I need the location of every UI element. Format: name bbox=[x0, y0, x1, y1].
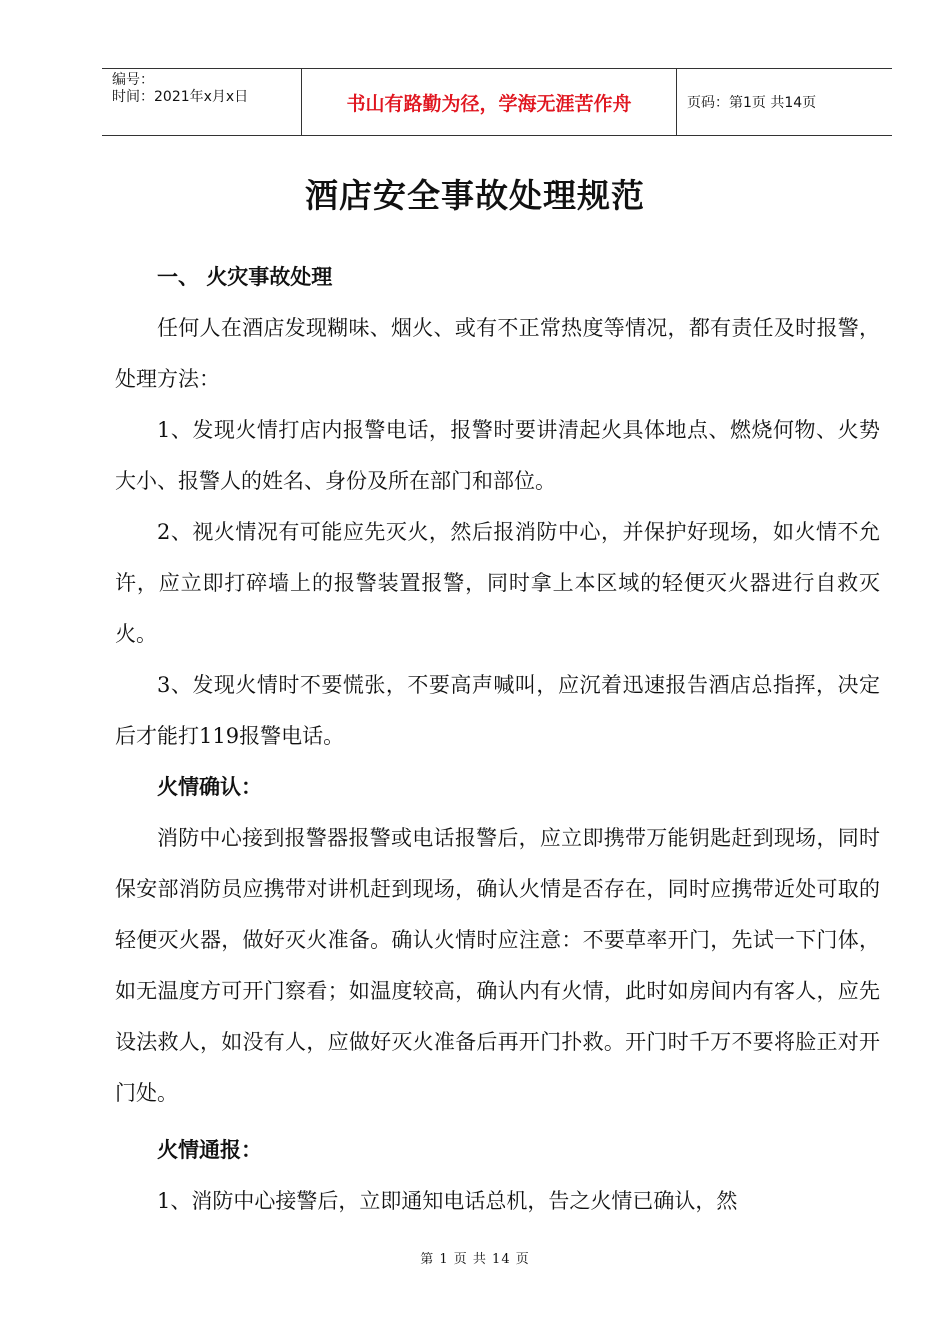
time-label: 时间：2021年x月x日 bbox=[112, 89, 249, 105]
paragraph-item-3: 3、发现火情时不要慌张，不要高声喊叫，应沉着迅速报告酒店总指挥，决定后才能打119报警电话。 bbox=[115, 673, 880, 748]
subheading-fire-notify: 火情通报： bbox=[157, 1138, 262, 1162]
paragraph-item-2: 2、视火情况有可能应先灭火，然后报消防中心，并保护好现场，如火情不允许，应立即打碎墙上的报警装置报警，同时拿上本区域的轻便灭火器进行自救灭火。 bbox=[115, 520, 880, 646]
header-meta bbox=[102, 69, 302, 135]
header-page-label: 页码：第1页 共14页 bbox=[687, 95, 817, 111]
subheading-fire-confirm: 火情确认： bbox=[157, 775, 262, 799]
number-label: 编号： bbox=[112, 72, 154, 88]
header-motto: 书山有路勤为径，学海无涯苦作舟 bbox=[302, 69, 677, 135]
page-footer: 第 1 页 共 14 页 bbox=[420, 1252, 530, 1267]
section-heading-fire: 一、 火灾事故处理 bbox=[157, 265, 333, 289]
document-title: 酒店安全事故处理规范 bbox=[305, 176, 645, 215]
paragraph-fire-notify: 1、消防中心接警后，立即通知电话总机，告之火情已确认，然 bbox=[157, 1189, 738, 1213]
paragraph-item-1: 1、发现火情打店内报警电话，报警时要讲清起火具体地点、燃烧何物、火势大小、报警人的姓名、身份及所在部门和部位。 bbox=[115, 418, 880, 493]
document-body bbox=[115, 252, 880, 1227]
paragraph-intro: 任何人在酒店发现糊味、烟火、或有不正常热度等情况，都有责任及时报警，处理方法： bbox=[115, 316, 880, 391]
paragraph-fire-confirm: 消防中心接到报警器报警或电话报警后，应立即携带万能钥匙赶到现场，同时保安部消防员应携带对讲机赶到现场，确认火情是否存在，同时应携带近处可取的轻便灭火器，做好灭火准备。确认火情时应注意：不要草率开门，先试一下门体，如无温度方可开门察看；如温度较高，确认内有火情，此时如房间内有客人，应先设法救人，如没有人，应做好灭火准备后再开门扑救。开门时千万不要将脸正对开门处。 bbox=[115, 826, 880, 1105]
page-header bbox=[102, 68, 892, 136]
